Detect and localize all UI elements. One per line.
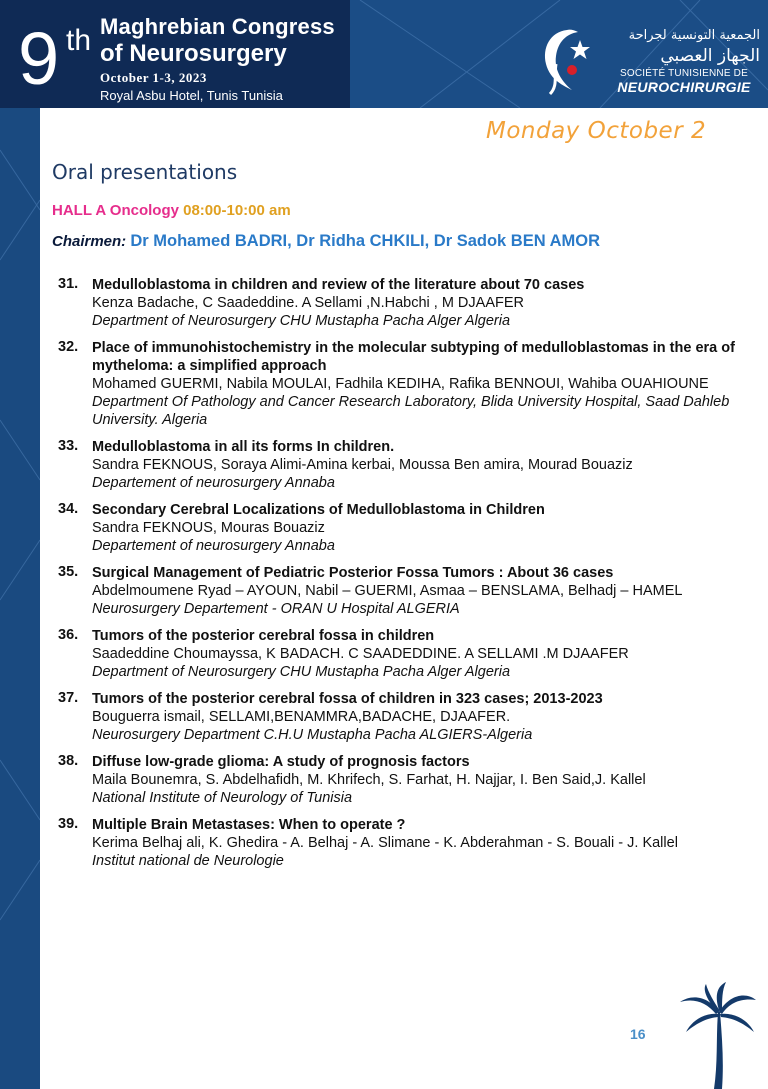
- presentation-item: [52, 816, 752, 870]
- presentation-item: [52, 627, 752, 681]
- society-logo: [530, 18, 760, 100]
- presentation-item: [52, 690, 752, 744]
- presentation-affiliation: Neurosurgery Department C.H.U Mustapha Pacha ALGIERS-Algeria: [92, 727, 533, 743]
- page-number: 16: [630, 1026, 646, 1042]
- presentation-number: 39.: [58, 816, 79, 832]
- congress-title-line1: Maghrebian Congress: [100, 14, 335, 39]
- presentation-item: [52, 501, 752, 555]
- congress-ordinal-suffix: th: [66, 24, 92, 57]
- presentation-authors: Kerima Belhaj ali, K. Ghedira - A. Belhaj - A. Slimane - K. Abderahman - S. Bouali - J. Kallel: [92, 835, 678, 851]
- presentation-authors: Sandra FEKNOUS, Soraya Alimi-Amina kerbai, Moussa Ben amira, Mourad Bouaziz: [92, 457, 633, 473]
- presentation-authors: Kenza Badache, C Saadeddine. A Sellami ,N.Habchi , M DJAAFER: [92, 295, 524, 311]
- presentation-authors: Saadeddine Choumayssa, K BADACH. C SAADEDDINE. A SELLAMI .M DJAAFER: [92, 646, 629, 662]
- presentation-title: Medulloblastoma in children and review of the literature about 70 cases: [92, 277, 585, 293]
- presentation-number: 33.: [58, 438, 79, 454]
- palm-tree-icon: [678, 982, 758, 1089]
- presentation-authors: Bouguerra ismail, SELLAMI,BENAMMRA,BADACHE, DJAAFER.: [92, 709, 511, 725]
- society-name-arabic-line1: الجمعية التونسية لجراحة: [628, 28, 760, 43]
- presentation-authors: Maila Bounemra, S. Abdelhafidh, M. Khrifech, S. Farhat, H. Najjar, I. Ben Said,J. Kallel: [92, 772, 646, 788]
- presentation-title: Multiple Brain Metastases: When to operate ?: [92, 817, 406, 833]
- presentation-item: [52, 339, 752, 429]
- presentation-item: [52, 276, 752, 330]
- presentation-affiliation: Departement of neurosurgery Annaba: [92, 538, 335, 554]
- presentation-affiliation: Neurosurgery Departement - ORAN U Hospital ALGERIA: [92, 601, 460, 617]
- presentation-title: Medulloblastoma in all its forms In children.: [92, 439, 395, 455]
- presentation-number: 35.: [58, 564, 79, 580]
- society-name-french-line2: NEUROCHIRURGIE: [617, 79, 751, 95]
- congress-ordinal: 9: [18, 17, 60, 100]
- congress-venue: Royal Asbu Hotel, Tunis Tunisia: [100, 88, 283, 103]
- congress-dates: October 1-3, 2023: [100, 70, 207, 85]
- presentation-number: 36.: [58, 627, 79, 643]
- section-title: Oral presentations: [52, 160, 238, 184]
- presentation-item: [52, 438, 752, 492]
- presentation-title: Secondary Cerebral Localizations of Medulloblastoma in Children: [92, 502, 545, 518]
- presentation-authors: Sandra FEKNOUS, Mouras Bouaziz: [92, 520, 325, 536]
- presentation-title: Place of immunohistochemistry in the molecular subtyping of medulloblastomas in the era of mytheloma: a simplified approach: [92, 340, 735, 374]
- congress-banner: [0, 0, 350, 108]
- presentation-authors: Mohamed GUERMI, Nabila MOULAI, Fadhila KEDIHA, Rafika BENNOUI, Wahiba OUAHIOUNE: [92, 376, 709, 392]
- society-name-arabic-line2: الجهاز العصبي: [660, 46, 760, 66]
- presentation-list: [52, 276, 752, 879]
- presentation-affiliation: Departement of neurosurgery Annaba: [92, 475, 335, 491]
- hall-name: HALL A Oncology: [52, 202, 179, 219]
- session-chairmen: [52, 232, 600, 251]
- presentation-item: [52, 564, 752, 618]
- presentation-affiliation: Department of Neurosurgery CHU Mustapha Pacha Alger Algeria: [92, 664, 511, 680]
- presentation-number: 32.: [58, 339, 79, 355]
- presentation-affiliation: Department of Neurosurgery CHU Mustapha Pacha Alger Algeria: [92, 313, 511, 329]
- presentation-title: Diffuse low-grade glioma: A study of prognosis factors: [92, 754, 470, 770]
- crescent-star-emblem-icon: [536, 24, 598, 96]
- chairmen-label: Chairmen:: [52, 233, 127, 250]
- day-title: Monday October 2: [486, 118, 707, 144]
- presentation-title: Tumors of the posterior cerebral fossa in children: [92, 628, 435, 644]
- congress-title-line2: of Neurosurgery: [100, 40, 287, 67]
- chairmen-names: Dr Mohamed BADRI, Dr Ridha CHKILI, Dr Sadok BEN AMOR: [130, 232, 601, 250]
- presentation-title: Surgical Management of Pediatric Posterior Fossa Tumors : About 36 cases: [92, 565, 614, 581]
- presentation-number: 34.: [58, 501, 79, 517]
- presentation-authors: Abdelmoumene Ryad – AYOUN, Nabil – GUERMI, Asmaa – BENSLAMA, Belhadj – HAMEL: [92, 583, 683, 599]
- presentation-item: [52, 753, 752, 807]
- presentation-affiliation: Institut national de Neurologie: [92, 853, 284, 869]
- presentation-affiliation: National Institute of Neurology of Tunisia: [92, 790, 353, 806]
- presentation-number: 37.: [58, 690, 79, 706]
- society-name-french-line1: SOCIÉTÉ TUNISIENNE DE: [620, 68, 748, 79]
- hall-time: 08:00-10:00 am: [183, 202, 291, 219]
- presentation-affiliation: Department Of Pathology and Cancer Research Laboratory, Blida University Hospital, Saad Dahleb University. Algeria: [92, 394, 730, 428]
- presentation-number: 38.: [58, 753, 79, 769]
- presentation-title: Tumors of the posterior cerebral fossa of children in 323 cases; 2013-2023: [92, 691, 603, 707]
- session-hall: [52, 202, 291, 219]
- presentation-number: 31.: [58, 276, 79, 292]
